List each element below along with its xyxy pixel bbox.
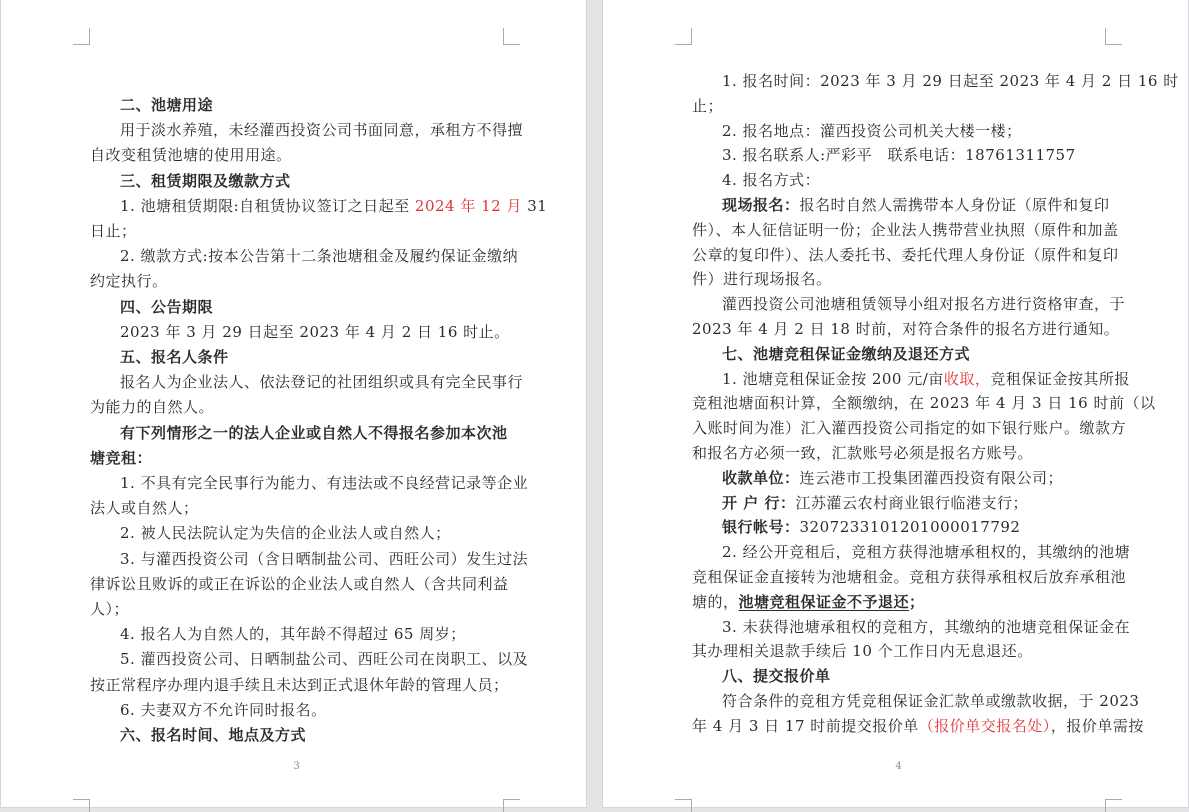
text-line	[90, 395, 503, 420]
text-line	[692, 267, 1105, 292]
text-run: 收取，	[943, 369, 991, 388]
text-run: ；	[909, 592, 925, 611]
text-run: 符合条件的竞租方凭竞租保证金汇款单或缴款收据，于 2023	[722, 691, 1140, 710]
text-run: 件）、本人征信证明一份；企业法人携带营业执照（原件和加盖	[692, 220, 1119, 239]
text-run: 收款单位：	[722, 468, 800, 487]
text-line	[90, 269, 503, 294]
text-line	[90, 320, 510, 345]
text-line	[90, 370, 524, 395]
text-run: 三、租赁期限及缴款方式	[120, 171, 291, 190]
text-line	[692, 143, 1105, 168]
text-line	[692, 615, 1131, 640]
text-run: 1. 池塘竞租保证金按 200 元/亩	[722, 369, 944, 388]
text-line	[90, 547, 529, 572]
text-run: 自改变租赁池塘的使用用途。	[90, 146, 292, 165]
text-line	[90, 446, 503, 471]
text-run: 灌西投资公司池塘租赁领导小组对报名方进行资格审查，于	[722, 295, 1126, 314]
page-lines	[692, 69, 1179, 739]
page-lines	[90, 93, 548, 748]
text-run: 其办理相关退款手续后 10 个工作日内无息退还。	[692, 642, 1033, 661]
text-run: 1. 不具有完全民事行为能力、有违法或不良经营记录等企业	[120, 474, 529, 493]
text-line	[692, 664, 1105, 689]
text-line	[90, 572, 509, 597]
text-run: 4. 报名人为自然人的，其年龄不得超过 65 周岁；	[120, 625, 466, 644]
text-run: 现场报名：	[722, 195, 800, 214]
text-line	[692, 515, 1105, 540]
text-run: 6. 夫妻双方不允许同时报名。	[120, 700, 327, 719]
margin-corner-mark	[73, 28, 90, 45]
text-run: 七、池塘竞租保证金缴纳及退还方式	[722, 344, 971, 363]
text-run: 连云港市工投集团灌西投资有限公司；	[799, 468, 1064, 487]
text-line	[692, 119, 1105, 144]
text-line	[90, 93, 503, 118]
text-run: 报名人为企业法人、依法登记的社团组织或具有完全民事行	[120, 373, 524, 392]
text-run: 3. 未获得池塘承租权的竞租方，其缴纳的池塘竞租保证金在	[722, 617, 1131, 636]
margin-corner-mark	[1105, 799, 1122, 812]
text-line	[90, 118, 524, 143]
text-run: 和报名方必须一致，汇款账号必须是报名方账号。	[692, 443, 1034, 462]
text-run: 件）进行现场报名。	[692, 270, 832, 289]
text-line	[90, 597, 503, 622]
page-4	[602, 0, 1189, 808]
text-run: 公章的复印件）、法人委托书、委托代理人身份证（原件和复印	[692, 245, 1119, 264]
text-line	[90, 647, 529, 672]
text-line	[90, 496, 503, 521]
text-line	[90, 143, 503, 168]
text-line	[692, 69, 1179, 94]
text-run: 3207233101201000017792	[799, 518, 1021, 537]
page-number: 4	[895, 761, 902, 772]
text-line	[90, 471, 529, 496]
text-line	[90, 421, 508, 446]
text-line	[692, 94, 1105, 119]
text-line	[90, 244, 519, 269]
text-run: 止；	[692, 96, 724, 115]
text-run: （报价单交报名处）	[918, 716, 1051, 735]
text-run: 3. 与灌西投资公司（含日晒制盐公司、西旺公司）发生过法	[120, 549, 529, 568]
text-line	[90, 723, 503, 748]
margin-corner-mark	[503, 799, 520, 812]
page-number: 3	[293, 761, 300, 772]
text-line	[692, 565, 1127, 590]
text-run: 2023 年 3 月 29 日起至 2023 年 4 月 2 日 16 时止。	[120, 322, 510, 341]
text-run: 入账时间为准）汇入灌西投资公司指定的如下银行账户。缴款方	[692, 419, 1127, 438]
text-run: 二、池塘用途	[120, 96, 214, 114]
text-line	[90, 622, 503, 647]
text-line	[90, 698, 503, 723]
text-run: 银行帐号：	[722, 518, 800, 537]
text-run: 用于淡水养殖，未经灌西投资公司书面同意，承租方不得擅	[120, 121, 524, 140]
text-line	[90, 219, 503, 244]
text-line	[90, 194, 548, 219]
text-run: 3. 报名联系人:严彩平 联系电话：18761311757	[722, 146, 1076, 165]
text-line	[692, 168, 1105, 193]
text-line	[692, 714, 1144, 739]
margin-corner-mark	[675, 28, 692, 45]
margin-corner-mark	[1105, 28, 1122, 45]
text-run: 江苏灌云农村商业银行临港支行；	[795, 493, 1028, 512]
text-line	[90, 521, 503, 546]
text-run: 2. 报名地点：灌西投资公司机关大楼一楼；	[722, 121, 1022, 140]
text-run: 开 户 行：	[722, 493, 796, 512]
page-3	[0, 0, 587, 808]
text-run: 竞租保证金直接转为池塘租金。竞租方获得承租权后放弃承租池	[692, 567, 1127, 586]
text-line	[692, 491, 1105, 516]
text-run: 2. 经公开竞租后，竞租方获得池塘承租权的，其缴纳的池塘	[722, 543, 1131, 562]
text-line	[692, 416, 1127, 441]
text-run: 31	[521, 196, 548, 215]
text-line	[692, 689, 1140, 714]
text-line	[692, 540, 1131, 565]
text-run: 5. 灌西投资公司、日晒制盐公司、西旺公司在岗职工、以及	[120, 650, 529, 669]
text-line	[90, 169, 503, 194]
text-line	[692, 466, 1105, 491]
text-run: 有下列情形之一的法人企业或自然人不得报名参加本次池	[120, 423, 508, 442]
text-line	[692, 391, 1156, 416]
text-run: 为能力的自然人。	[90, 398, 215, 417]
text-run: 2. 缴款方式:按本公告第十二条池塘租金及履约保证金缴纳	[120, 247, 519, 266]
text-line	[692, 317, 1120, 342]
text-run: 1. 报名时间：2023 年 3 月 29 日起至 2023 年 4 月 2 日 16 时	[722, 72, 1179, 90]
margin-corner-mark	[73, 799, 90, 812]
text-run: 四、公告期限	[120, 297, 214, 316]
text-run: 五、报名人条件	[120, 348, 229, 367]
text-run: 约定执行。	[90, 272, 168, 291]
text-run: 按正常程序办理内退手续且未达到正式退休年龄的管理人员；	[90, 675, 509, 694]
text-line	[692, 292, 1126, 317]
text-run: 报名时自然人需携带本人身份证（原件和复印	[799, 195, 1110, 214]
text-run: 池塘竞租保证金不予退还	[738, 592, 910, 611]
text-line	[90, 295, 503, 320]
text-run: 人）；	[90, 600, 130, 619]
text-run: 1. 池塘租赁期限:自租赁协议签订之日起至	[120, 196, 415, 215]
text-line	[692, 193, 1110, 218]
text-line	[90, 345, 503, 370]
text-run: 律诉讼且败诉的或正在诉讼的企业法人或自然人（含共同利益	[90, 574, 509, 593]
text-run: 竞租池塘面积计算，全额缴纳，在 2023 年 4 月 3 日 16 时前（以	[692, 394, 1156, 413]
text-line	[90, 673, 509, 698]
text-line	[692, 590, 1105, 615]
text-run: 2023 年 4 月 2 日 18 时前，对符合条件的报名方进行通知。	[692, 319, 1120, 338]
text-run: 六、报名时间、地点及方式	[120, 726, 307, 745]
text-run: 塘竞租：	[90, 448, 153, 467]
text-line	[692, 342, 1105, 367]
text-run: 日止；	[90, 222, 137, 241]
text-run: 塘的，	[692, 592, 739, 611]
margin-corner-mark	[503, 28, 520, 45]
text-line	[692, 441, 1105, 466]
text-run: 2024 年 12 月	[414, 196, 522, 215]
text-run: 竞租保证金按其所报	[990, 369, 1130, 388]
text-line	[692, 218, 1119, 243]
text-run: 八、提交报价单	[722, 667, 831, 686]
text-run: 2. 被人民法院认定为失信的企业法人或自然人；	[120, 524, 451, 543]
text-line	[692, 243, 1119, 268]
text-line	[692, 639, 1105, 664]
text-run: 年 4 月 3 日 17 时前提交报价单	[692, 716, 919, 735]
text-run: 法人或自然人；	[90, 499, 199, 518]
text-line	[692, 367, 1130, 392]
text-run: ，报价单需按	[1050, 716, 1144, 735]
text-run: 4. 报名方式：	[722, 171, 821, 190]
margin-corner-mark	[675, 799, 692, 812]
